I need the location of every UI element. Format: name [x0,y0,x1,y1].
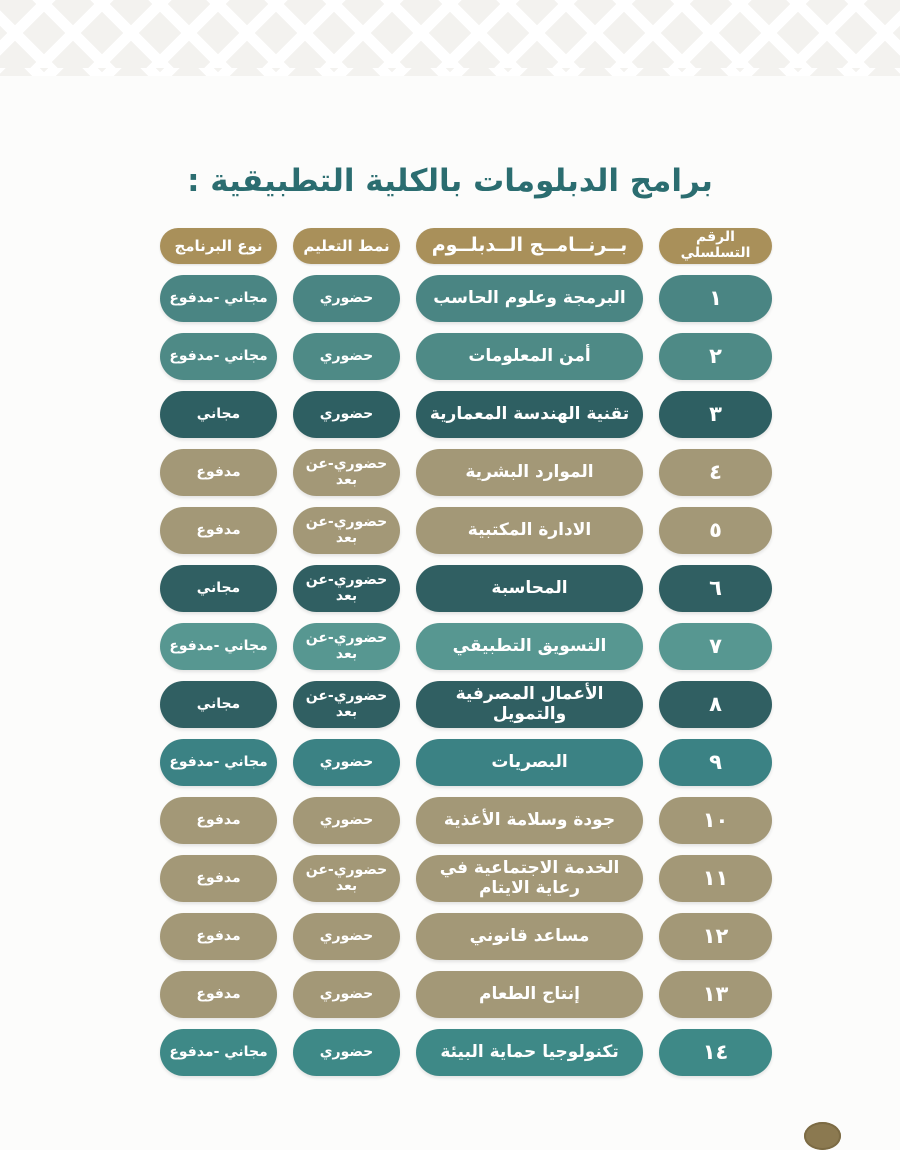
education-mode-cell: حضوري-عن بعد [293,449,400,496]
program-type-cell: مدفوع [160,797,277,844]
header-program-type: نوع البرنامج [160,228,277,264]
program-name-cell: تقنية الهندسة المعمارية [416,391,643,438]
program-name-cell: جودة وسلامة الأغذية [416,797,643,844]
program-type-cell: مجاني -مدفوع [160,623,277,670]
serial-number-cell: ١ [659,275,772,322]
program-name-cell: مساعد قانوني [416,913,643,960]
education-mode-cell: حضوري-عن بعد [293,681,400,728]
serial-number-cell: ١٠ [659,797,772,844]
programs-table [158,228,772,1076]
education-mode-cell: حضوري [293,971,400,1018]
program-type-cell: مجاني [160,565,277,612]
program-type-cell: مدفوع [160,913,277,960]
serial-number-cell: ٨ [659,681,772,728]
program-name-cell: البصريات [416,739,643,786]
program-name-cell: البرمجة وعلوم الحاسب [416,275,643,322]
education-mode-cell: حضوري-عن بعد [293,855,400,902]
header-education-mode: نمط التعليم [293,228,400,264]
serial-number-cell: ١٣ [659,971,772,1018]
serial-number-cell: ٦ [659,565,772,612]
program-name-cell: تكنولوجيا حماية البيئة [416,1029,643,1076]
education-mode-cell: حضوري [293,1029,400,1076]
serial-number-cell: ٥ [659,507,772,554]
serial-number-cell: ٧ [659,623,772,670]
education-mode-cell: حضوري [293,913,400,960]
program-name-cell: الخدمة الاجتماعية في رعاية الايتام [416,855,643,902]
header-diploma-program: بــرنــامــج الــدبلــوم [416,228,643,264]
program-name-cell: الادارة المكتبية [416,507,643,554]
program-type-cell: مدفوع [160,507,277,554]
serial-number-cell: ٢ [659,333,772,380]
program-name-cell: الأعمال المصرفية والتمويل [416,681,643,728]
serial-number-cell: ٩ [659,739,772,786]
program-type-cell: مجاني -مدفوع [160,1029,277,1076]
education-mode-cell: حضوري-عن بعد [293,623,400,670]
program-name-cell: الموارد البشرية [416,449,643,496]
diamond-pattern-banner [0,0,900,76]
education-mode-cell: حضوري [293,275,400,322]
education-mode-cell: حضوري [293,391,400,438]
program-type-cell: مجاني -مدفوع [160,275,277,322]
program-type-cell: مجاني -مدفوع [160,333,277,380]
serial-number-cell: ١١ [659,855,772,902]
bottom-edge-decoration [804,1122,841,1150]
program-name-cell: المحاسبة [416,565,643,612]
program-type-cell: مجاني [160,681,277,728]
program-name-cell: إنتاج الطعام [416,971,643,1018]
serial-number-cell: ٤ [659,449,772,496]
program-name-cell: التسويق التطبيقي [416,623,643,670]
program-type-cell: مدفوع [160,449,277,496]
program-type-cell: مدفوع [160,971,277,1018]
education-mode-cell: حضوري [293,333,400,380]
education-mode-cell: حضوري [293,739,400,786]
page-title: برامج الدبلومات بالكلية التطبيقية : [187,162,713,199]
header-serial-number: الرقم التسلسلي [659,228,772,264]
program-type-cell: مدفوع [160,855,277,902]
program-name-cell: أمن المعلومات [416,333,643,380]
serial-number-cell: ١٢ [659,913,772,960]
education-mode-cell: حضوري-عن بعد [293,565,400,612]
serial-number-cell: ٣ [659,391,772,438]
serial-number-cell: ١٤ [659,1029,772,1076]
education-mode-cell: حضوري [293,797,400,844]
education-mode-cell: حضوري-عن بعد [293,507,400,554]
program-type-cell: مجاني -مدفوع [160,739,277,786]
program-type-cell: مجاني [160,391,277,438]
